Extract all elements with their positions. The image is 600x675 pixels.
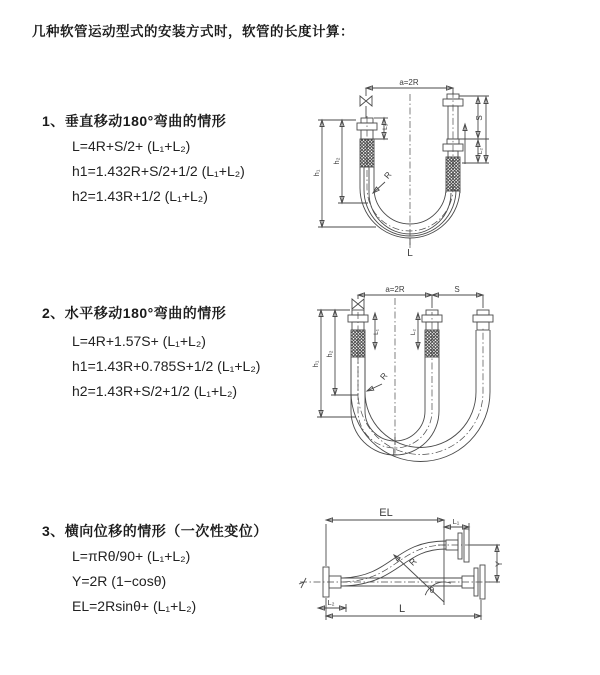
top-right-flange-fitting xyxy=(446,529,469,562)
l2-dimension xyxy=(318,598,346,612)
pipe-break-mark xyxy=(299,578,306,588)
section3-formulas xyxy=(72,544,196,619)
radius-label: R xyxy=(407,556,419,568)
section2-formulas xyxy=(72,329,260,404)
length-label: L xyxy=(407,248,413,259)
radius-callout xyxy=(366,371,389,393)
hose-u-tube-position2 xyxy=(351,330,490,462)
section1-heading: 1、垂直移动180°弯曲的情形 xyxy=(42,113,227,129)
dim-l2-label: L₂ xyxy=(410,328,417,336)
page-title: 几种软管运动型式的安装方式时，软管的长度计算： xyxy=(32,24,354,39)
length-callout xyxy=(407,238,413,259)
length-label: L xyxy=(398,603,406,615)
formula-line: Y=2R (1−cosθ) xyxy=(72,573,167,589)
theta-angle xyxy=(425,582,451,595)
fitting-length-dimension-left xyxy=(368,118,389,139)
radius-label: R xyxy=(381,169,394,181)
left-dimensions xyxy=(312,120,376,227)
lateral-displacement-diagram xyxy=(298,498,598,650)
section3-heading: 3、横向位移的情形（一次性变位） xyxy=(42,523,268,539)
top-dimension xyxy=(366,78,453,118)
curved-hose xyxy=(343,541,446,586)
section1-formulas xyxy=(72,134,245,209)
el-dimension xyxy=(326,507,444,605)
centerlines xyxy=(358,298,483,457)
dim-l2-label: L₂ xyxy=(477,147,484,155)
formula-line: L=πRθ/90+ (L₁+L₂) xyxy=(72,548,191,564)
formula-line: h1=1.432R+S/2+1/2 (L₁+L₂) xyxy=(72,163,245,179)
vertical-u-diagram xyxy=(312,76,594,262)
dim-h2-label: h₂ xyxy=(332,157,341,165)
dim-el-label: EL xyxy=(379,507,393,519)
dim-a2r-label: a=2R xyxy=(399,78,419,87)
radius-callout xyxy=(372,170,394,195)
dim-l1-label: L₁ xyxy=(373,329,380,335)
dim-s-label: S xyxy=(454,285,460,294)
section2-heading: 2、水平移动180°弯曲的情形 xyxy=(42,305,227,321)
dim-h2-label: h₂ xyxy=(325,350,334,358)
l-dimension xyxy=(326,598,481,620)
dim-h1-label: h₁ xyxy=(311,360,320,368)
movement-arrow xyxy=(463,124,467,164)
formula-line: L=4R+S/2+ (L₁+L₂) xyxy=(72,138,191,154)
radius-label: R xyxy=(377,370,390,382)
formula-line: h1=1.43R+0.785S+1/2 (L₁+L₂) xyxy=(72,358,261,374)
right-pipe-fitting xyxy=(473,310,493,330)
dim-h1-label: h₁ xyxy=(312,169,321,177)
dim-l1-label: L₁ xyxy=(382,124,389,130)
valve-icon xyxy=(352,299,364,309)
dim-a2r-label: a=2R xyxy=(385,285,405,294)
fitting-length-dimensions xyxy=(373,313,420,349)
dim-l2-label: L₂ xyxy=(327,598,335,607)
formula-line: h2=1.43R+S/2+1/2 (L₁+L₂) xyxy=(72,383,238,399)
angle-label: θ xyxy=(429,586,435,595)
formula-line: h2=1.43R+1/2 (L₁+L₂) xyxy=(72,188,208,204)
dim-s-label: S xyxy=(475,115,484,121)
dim-l1-label: L₁ xyxy=(452,517,460,526)
y-dimension xyxy=(470,545,504,582)
formula-line: EL=2Rsinθ+ (L₁+L₂) xyxy=(72,598,197,614)
formula-line: L=4R+1.57S+ (L₁+L₂) xyxy=(72,333,206,349)
centerlines xyxy=(300,545,500,582)
horizontal-u-diagram xyxy=(312,282,594,472)
dim-y-label: Y xyxy=(494,560,504,568)
top-dimension xyxy=(358,285,483,308)
length-label: L xyxy=(392,448,398,457)
valve-icon xyxy=(360,96,372,106)
